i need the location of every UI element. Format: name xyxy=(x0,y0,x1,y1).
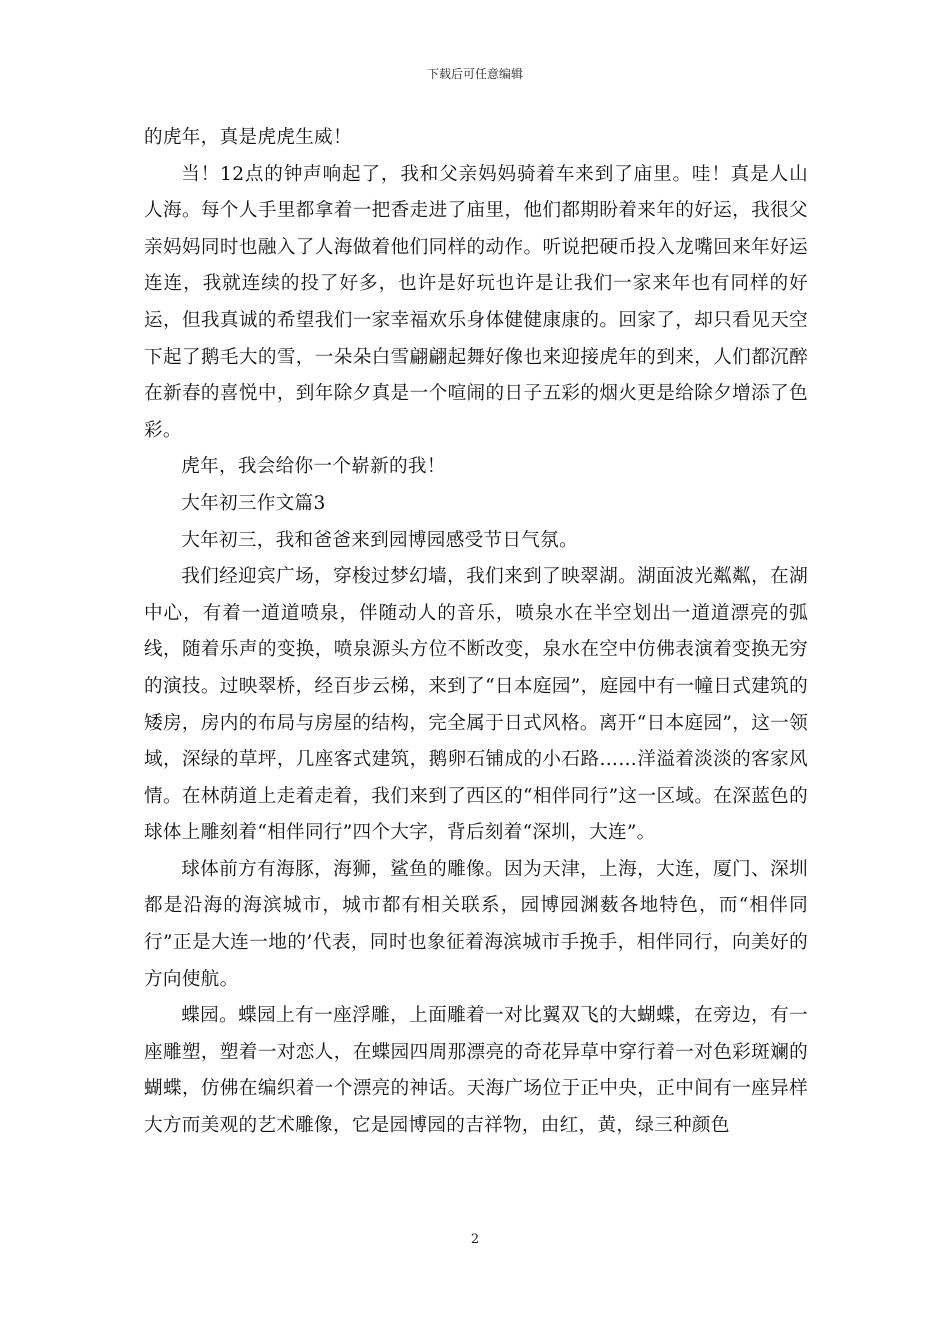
document-body xyxy=(144,120,808,1145)
paragraph-continuation: 的虎年，真是虎虎生威！ xyxy=(144,127,352,148)
paragraph-sphere-statues: 球体前方有海豚，海狮，鲨鱼的雕像。因为天津，上海，大连，厦门、深圳都是沿海的海滨城市，城市都有相关联系，园博园渊薮各地特色，而“相伴同行”正是大连一地的’代表，同时也象征着海滨城市手挽手，相伴同行，向美好的方向使航。 xyxy=(144,858,808,990)
paragraph-intro-garden-expo: 大年初三，我和爸爸来到园博园感受节日气氛。 xyxy=(181,529,578,551)
paragraph-yingcui-lake: 我们经迎宾广场，穿梭过梦幻墙，我们来到了映翠湖。湖面波光粼粼，在湖中心，有着一道道喷泉，伴随动人的音乐，喷泉水在半空划出一道道漂亮的弧线，随着乐声的变换，喷泉源头方位不断改变，泉水在空中仿佛表演着变换无穷的演技。过映翠桥，经百步云梯，来到了“日本庭园”，庭园中有一幢日式建筑的矮房，房内的布局与房屋的结构，完全属于日式风格。离开“日本庭园”，这一领域，深绿的草坪，几座客式建筑，鹅卵石铺成的小石路……洋溢着淡淡的客家风情。在林荫道上走着走着，我们来到了西区的“相伴同行”这一区域。在深蓝色的球体上雕刻着“相伴同行”四个大字，背后刻着“深圳，大连”。 xyxy=(144,566,808,844)
paragraph-new-me: 虎年，我会给你一个崭新的我！ xyxy=(181,456,446,478)
paragraph-temple-new-year: 当！12点的钟声响起了，我和父亲妈妈骑着车来到了庙里。哇！真是人山人海。每个人手里都拿着一把香走进了庙里，他们都期盼着来年的好运，我很父亲妈妈同时也融入了人海做着他们同样的动作。听说把硬币投入龙嘴回来年好运连连，我就连续的投了好多，也许是好玩也许是让我们一家来年也有同样的好运，但我真诚的希望我们一家幸福欢乐身体健健康康的。回家了，却只看见天空下起了鹅毛大的雪，一朵朵白雪翩翩起舞好像也来迎接虎年的到来，人们都沉醉在新春的喜悦中，到年除夕真是一个喧闹的日子五彩的烟火更是给除夕增添了色彩。 xyxy=(144,163,808,441)
page-header: 下载后可任意编辑 xyxy=(426,67,523,81)
section-title-essay-3: 大年初三作文篇3 xyxy=(181,492,326,514)
page-number: 2 xyxy=(470,1232,480,1247)
paragraph-butterfly-garden: 蝶园。蝶园上有一座浮雕，上面雕着一对比翼双飞的大蝴蝶，在旁边，有一座雕塑，塑着一对恋人，在蝶园四周那漂亮的奇花异草中穿行着一对色彩斑斓的蝴蝶，仿佛在编织着一个漂亮的神话。天海广场位于正中央，正中间有一座异样大方而美观的艺术雕像，它是园博园的吉祥物，由红，黄，绿三种颜色 xyxy=(144,1005,808,1137)
